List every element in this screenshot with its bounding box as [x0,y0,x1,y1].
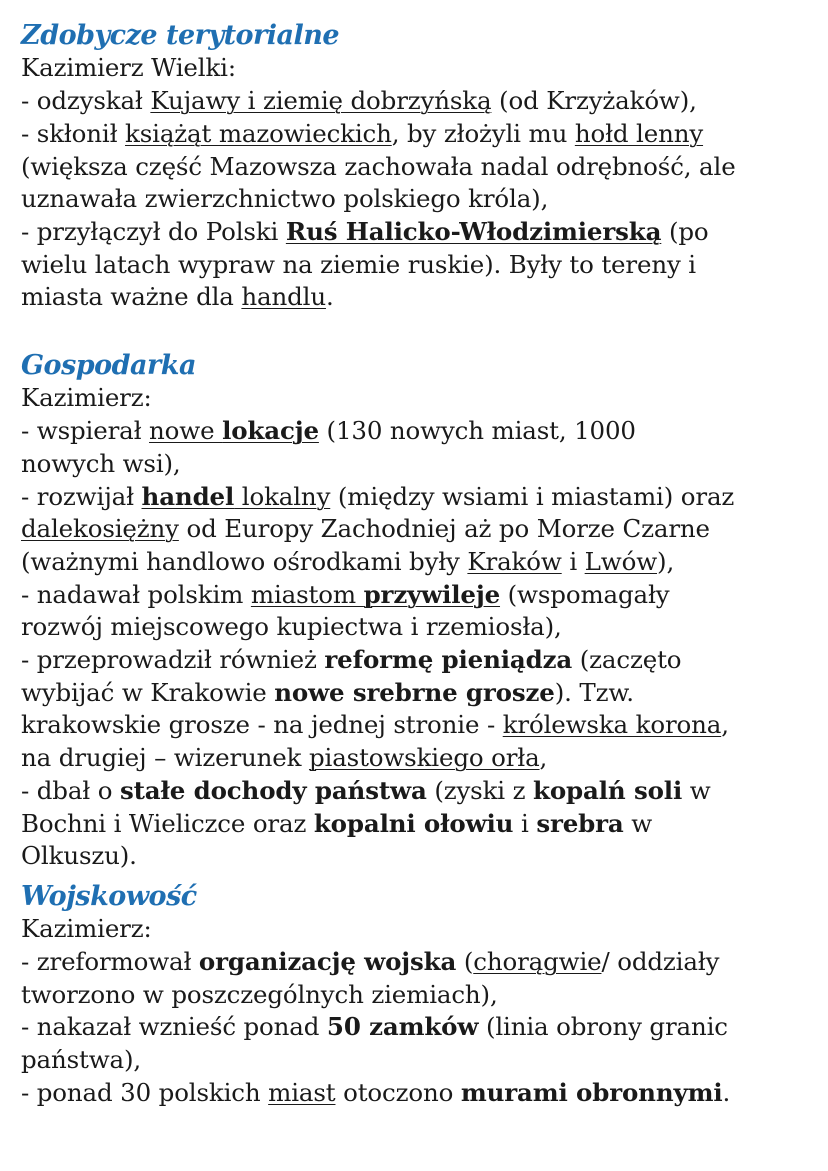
text-segment: (większa część Mazowsza zachowała nadal odrębność, ale [21,151,736,181]
text-line [21,1077,821,1110]
underlined-term: piastowskiego orła [308,743,540,773]
text-segment: / oddziały [601,947,720,977]
bold-term: nowe srebrne grosze [274,677,555,707]
text-line [21,415,821,448]
text-segment: . [325,282,334,312]
text-segment: (linia obrony granic [478,1012,728,1042]
text-segment: Kazimierz: [21,914,152,944]
underlined-term: Kraków [467,546,562,576]
section-heading: Gospodarka [21,350,196,382]
text-segment: i [513,808,537,838]
text-segment: - nadawał polskim [21,579,251,609]
text-segment: wielu latach wypraw na ziemie ruskie). Były to tereny i [21,249,696,279]
section-economy [21,350,821,873]
text-line [21,946,821,979]
underlined-term: miast [268,1077,336,1107]
text-segment: - przeprowadził również [21,645,325,675]
text-segment: - rozwijał [21,481,142,511]
underlined-term: chorągwie [473,947,602,977]
text-segment: uznawała zwierzchnictwo polskiego króla), [21,184,549,214]
underlined-term: hołd lenny [574,118,704,148]
text-line [21,481,821,514]
text-line [21,1044,821,1077]
text-segment: wybijać w Krakowie [21,677,275,707]
underlined-term: królewska korona [502,710,722,740]
text-segment: Kazimierz Wielki: [21,53,236,83]
bold-term: murami obronnymi [460,1077,723,1107]
bold-term: lokacje [222,416,319,446]
text-segment: , [721,710,729,740]
text-segment: (między wsiami i miastami) oraz [330,481,735,511]
text-segment: ( [456,947,474,977]
text-line [21,742,821,775]
text-line [21,448,821,481]
bold-term: kopalni ołowiu [313,808,514,838]
text-line [21,249,821,282]
bold-term: 50 zamków [326,1012,479,1042]
text-segment: (po [661,216,709,246]
text-segment: - skłonił [21,118,126,148]
bold-term: przywileje [363,579,501,609]
text-segment: otoczono [335,1077,461,1107]
text-segment: ), [657,546,675,576]
text-segment: Olkuszu). [21,841,137,871]
text-line [21,611,821,644]
section-body [21,382,821,873]
text-segment: - wspierał [21,416,150,446]
bold-term: reformę pieniądza [324,645,573,675]
text-segment: - dbał o [21,775,120,805]
underlined-term: Kujawy i ziemię dobrzyńską [150,86,492,116]
text-segment: tworzono w poszczególnych ziemiach), [21,979,498,1009]
bold-term: handel [141,481,235,511]
underlined-term: miastom [250,579,364,609]
bold-term: stałe dochody państwa [119,775,427,805]
text-segment: krakowskie grosze - na jednej stronie - [21,710,503,740]
text-segment: - zreformował [21,947,199,977]
bold-term: Ruś Halicko-Włodzimierską [285,216,662,246]
text-segment: państwa), [21,1045,142,1075]
underlined-term: dalekosiężny [21,514,179,544]
text-line [21,709,821,742]
text-segment: rozwój miejscowego kupiectwa i rzemiosła), [21,612,562,642]
text-segment: - nakazał wznieść ponad [21,1012,327,1042]
text-line [21,118,821,151]
text-line [21,808,821,841]
text-segment: - ponad 30 polskich [21,1077,269,1107]
text-segment: w [682,775,711,805]
text-segment: Bochni i Wieliczce oraz [21,808,314,838]
text-segment: nowych wsi), [21,448,181,478]
bold-term: srebra [536,808,624,838]
text-segment: (wspomagały [500,579,670,609]
text-line [21,1011,821,1044]
section-territorial-gains [21,20,821,314]
text-segment: (od Krzyżaków), [491,86,697,116]
text-segment: . [722,1077,731,1107]
section-heading: Zdobycze terytorialne [21,20,340,51]
text-line [21,52,821,85]
text-line [21,677,821,710]
text-line [21,216,821,249]
underlined-term: książąt mazowieckich [125,118,392,148]
text-segment: , [539,743,548,773]
text-line [21,513,821,546]
text-segment: , by złożyli mu [391,118,575,148]
text-segment: - przyłączył do Polski [21,216,286,246]
underlined-term: Lwów [584,546,658,576]
text-segment: - odzyskał [21,86,151,116]
text-segment: w [623,808,653,838]
text-line [21,546,821,579]
text-segment: (zyski z [426,775,534,805]
text-segment: od Europy Zachodniej aż po Morze Czarne [178,514,710,544]
document-page [21,20,821,1110]
text-line [21,913,821,946]
text-segment: na drugiej – wizerunek [21,743,309,773]
text-line [21,281,821,314]
text-line [21,579,821,612]
text-segment: (zaczęto [572,645,682,675]
text-line [21,775,821,808]
text-segment: (ważnymi handlowo ośrodkami były [21,546,468,576]
text-segment: (130 nowych miast, 1000 [318,416,636,446]
text-line [21,183,821,216]
text-line [21,382,821,415]
section-military [21,881,821,1110]
section-body [21,913,821,1109]
bold-term: kopalń soli [533,775,683,805]
section-body [21,52,821,314]
text-segment: Kazimierz: [21,383,152,413]
text-line [21,85,821,118]
text-segment: miasta ważne dla [21,282,242,312]
underlined-term: nowe [149,416,223,446]
underlined-term: handlu [241,282,326,312]
bold-term: organizację wojska [198,947,457,977]
text-line [21,151,821,184]
underlined-term: lokalny [234,481,331,511]
text-line [21,840,821,873]
text-line [21,979,821,1012]
section-heading: Wojskowość [21,880,197,912]
text-line [21,644,821,677]
text-segment: ). Tzw. [554,677,634,707]
text-segment: i [561,546,585,576]
